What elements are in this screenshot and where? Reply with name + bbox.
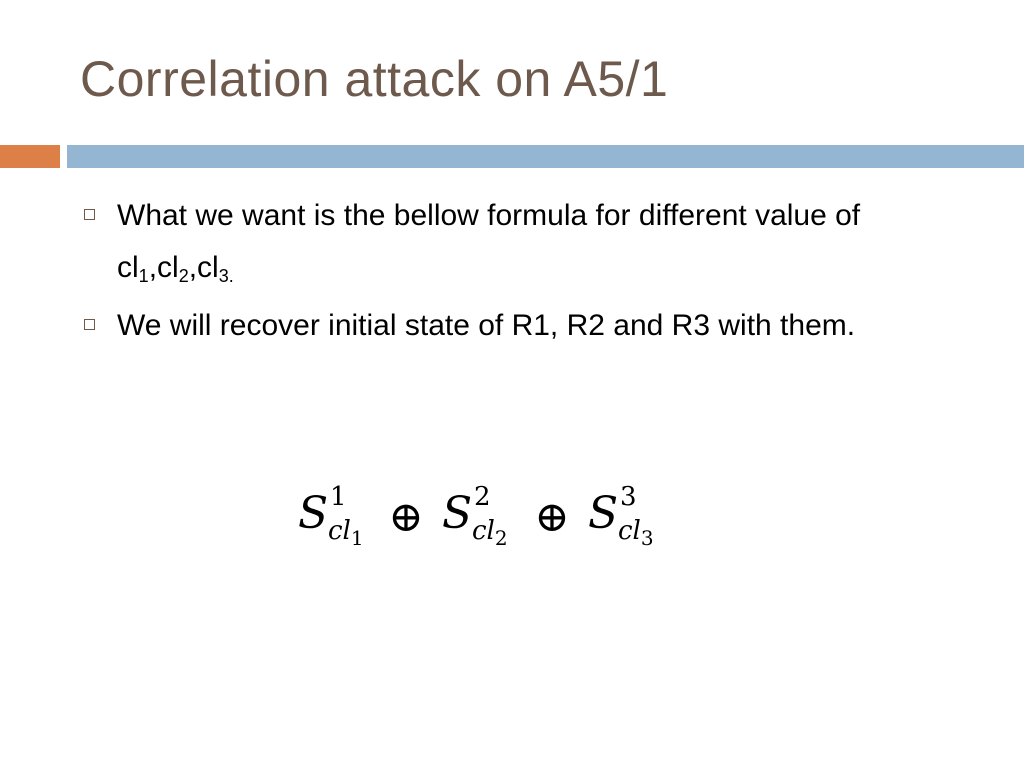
bullet-item-recover — [80, 300, 960, 352]
bullet-text: We will recover initial state of R1, R2 and R3 with them. — [117, 309, 856, 342]
xor-formula — [298, 478, 662, 558]
formula-symbol: S — [588, 488, 619, 539]
formula-term-2 — [442, 478, 516, 558]
formula-term-3 — [588, 478, 662, 558]
formula-sub-index: 2 — [494, 526, 508, 550]
formula-subscript — [328, 516, 364, 550]
xor-operator-icon: ⊕ — [388, 492, 424, 541]
formula-symbol: S — [442, 488, 473, 539]
square-bullet-icon — [84, 209, 95, 220]
formula-sub-base: cl — [472, 516, 495, 546]
formula-sub-base: cl — [618, 516, 641, 546]
slide-title: Correlation attack on A5/1 — [80, 51, 669, 107]
bullet-text-part: ,cl — [188, 251, 219, 284]
accent-bar-orange — [0, 145, 60, 168]
xor-operator-icon: ⊕ — [534, 492, 570, 541]
subscript: 3. — [218, 266, 234, 286]
formula-superscript: 3 — [620, 482, 637, 512]
formula-symbol: S — [298, 488, 329, 539]
formula-sub-base: cl — [328, 516, 351, 546]
formula-subscript — [472, 516, 508, 550]
accent-bar-blue — [67, 145, 1024, 168]
subscript: 2 — [178, 266, 189, 286]
formula-sub-index: 3 — [640, 526, 654, 550]
formula-sub-index: 1 — [350, 526, 364, 550]
formula-superscript: 2 — [474, 482, 491, 512]
formula-subscript — [618, 516, 654, 550]
bullet-text: What we want is the bellow formula for different value of cl — [117, 199, 861, 284]
bullet-list — [80, 190, 960, 358]
formula-superscript: 1 — [330, 482, 347, 512]
bullet-text-part: ,cl — [148, 251, 179, 284]
subscript: 1 — [138, 266, 149, 286]
formula-term-1 — [298, 478, 370, 558]
square-bullet-icon — [84, 319, 95, 330]
bullet-item-formula — [80, 190, 960, 294]
